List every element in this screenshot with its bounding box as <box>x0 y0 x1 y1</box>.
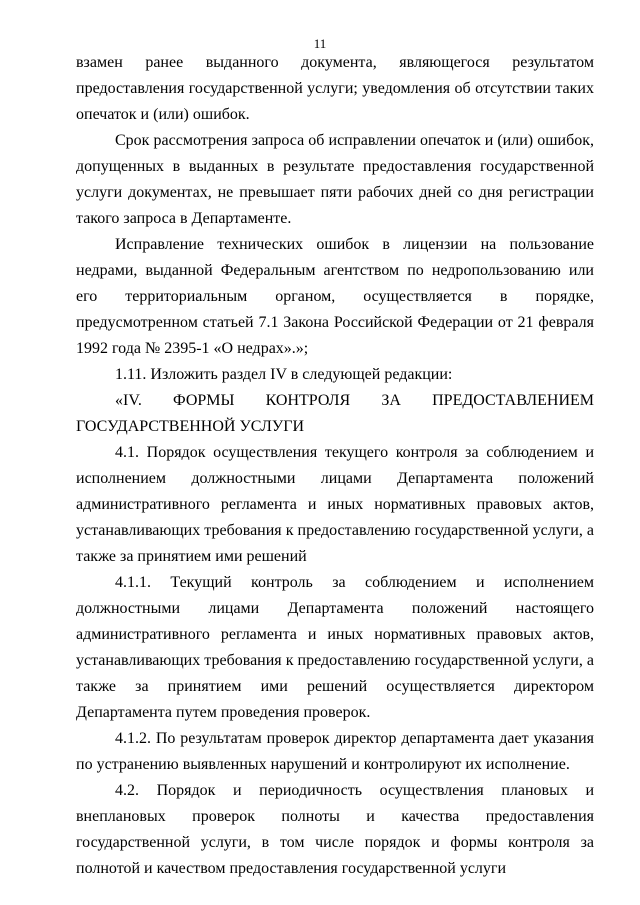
section-heading-line-1: «IV. ФОРМЫ КОНТРОЛЯ ЗА ПРЕДОСТАВЛЕНИЕМ <box>115 392 594 409</box>
page-number: 11 <box>313 36 327 51</box>
paragraph-4-1-2: 4.1.2. По результатам проверок директор департамента дает указания по устранению выявленных нарушений и контролируют их исполнение. <box>76 730 594 773</box>
paragraph-4-1: 4.1. Порядок осуществления текущего контроля за соблюдением и исполнением должностными лицами Департамента положений административного регламента и иных нормативных правовых актов, устанавливающих требования к предоставлению государственной услуги, а также за принятием ими решений <box>76 444 594 565</box>
paragraph-4-1-1: 4.1.1. Текущий контроль за соблюдением и исполнением должностными лицами Департамента положений настоящего административного регламента и иных нормативных правовых актов, устанавливающих требования к предоставлению государственной услуги, а также за принятием ими решений осуществляется директором Департамента путем проведения проверок. <box>76 574 594 721</box>
document-body <box>76 50 594 882</box>
section-heading-line-2: ГОСУДАРСТВЕННОЙ УСЛУГИ <box>76 418 305 435</box>
paragraph-review-period: Срок рассмотрения запроса об исправлении опечаток и (или) ошибок, допущенных в выданных в результате предоставления государственной услуги документах, не превышает пяти рабочих дней со дня регистрации такого запроса в Департаменте. <box>76 132 594 227</box>
paragraph-technical-errors: Исправление технических ошибок в лицензии на пользование недрами, выданной Федеральным агентством по недропользованию или его территориальным органом, осуществляется в порядке, предусмотренном статьей 7.1 Закона Российской Федерации от 21 февраля 1992 года № 2395-1 «О недрах».»; <box>76 236 594 357</box>
section-heading <box>76 388 594 440</box>
paragraph-4-2: 4.2. Порядок и периодичность осуществления плановых и внеплановых проверок полноты и качества предоставления государственной услуги, в том числе порядок и формы контроля за полнотой и качеством предоставления государственной услуги <box>76 782 594 877</box>
paragraph-continuation: взамен ранее выданного документа, являющегося результатом предоставления государственной услуги; уведомления об отсутствии таких опечаток и (или) ошибок. <box>76 54 594 123</box>
paragraph-amendment-1-11: 1.11. Изложить раздел IV в следующей редакции: <box>115 366 453 383</box>
